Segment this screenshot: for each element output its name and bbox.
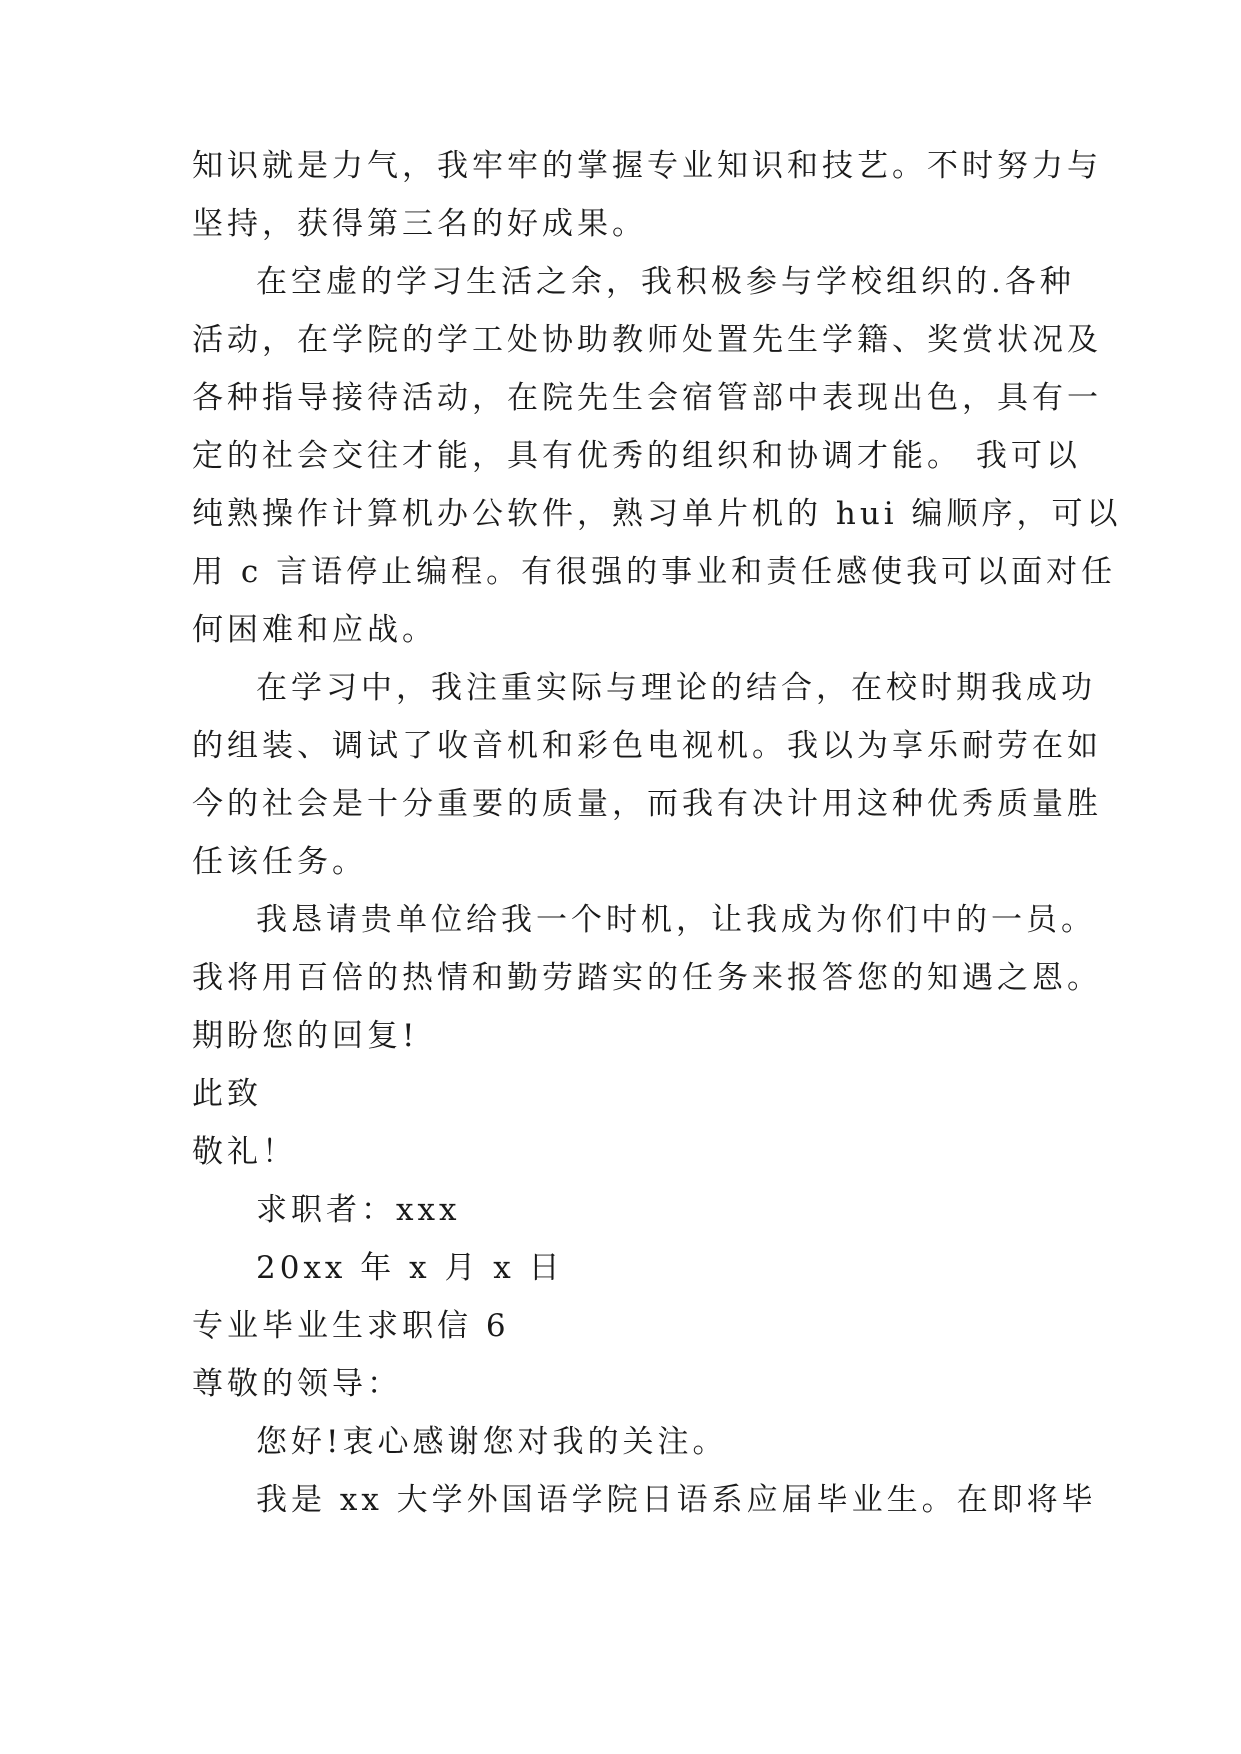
paragraph-line: 各种指导接待活动，在院先生会宿管部中表现出色，具有一 — [192, 380, 1102, 416]
closing-salutation: 此致 — [192, 1076, 262, 1112]
signature-date: 20xx 年 x 月 x 日 — [256, 1250, 564, 1286]
paragraph-line: 任该任务。 — [192, 844, 367, 880]
signature-name: 求职者：xxx — [256, 1192, 461, 1228]
paragraph-line: 的组装、调试了收音机和彩色电视机。我以为享乐耐劳在如 — [192, 728, 1102, 764]
paragraph-line: 知识就是力气，我牢牢的掌握专业知识和技艺。不时努力与 — [192, 148, 1102, 184]
paragraph-line: 今的社会是十分重要的质量，而我有决计用这种优秀质量胜 — [192, 786, 1102, 822]
paragraph-line: 定的社会交往才能，具有优秀的组织和协调才能。 我可以 — [192, 438, 1081, 474]
paragraph-line: 我是 xx 大学外国语学院日语系应届毕业生。在即将毕 — [256, 1482, 1097, 1518]
closing-regards: 敬礼！ — [192, 1134, 297, 1170]
paragraph-line: 坚持，获得第三名的好成果。 — [192, 206, 647, 242]
paragraph-line: 我将用百倍的热情和勤劳踏实的任务来报答您的知遇之恩。 — [192, 960, 1102, 996]
paragraph-line: 期盼您的回复! — [192, 1018, 419, 1054]
paragraph-line: 何困难和应战。 — [192, 612, 437, 648]
greeting: 尊敬的领导： — [192, 1366, 402, 1402]
paragraph-line: 在学习中，我注重实际与理论的结合，在校时期我成功 — [256, 670, 1096, 706]
paragraph-line: 用 c 言语停止编程。有很强的事业和责任感使我可以面对任 — [192, 554, 1117, 590]
paragraph-line: 纯熟操作计算机办公软件，熟习单片机的 hui 编顺序，可以 — [192, 496, 1122, 532]
paragraph-line: 我恳请贵单位给我一个时机，让我成为你们中的一员。 — [256, 902, 1096, 938]
paragraph-line: 在空虚的学习生活之余，我积极参与学校组织的.各种 — [256, 264, 1075, 300]
paragraph-line: 活动，在学院的学工处协助教师处置先生学籍、奖赏状况及 — [192, 322, 1102, 358]
section-title: 专业毕业生求职信 6 — [192, 1308, 510, 1344]
paragraph-line: 您好!衷心感谢您对我的关注。 — [256, 1424, 728, 1460]
